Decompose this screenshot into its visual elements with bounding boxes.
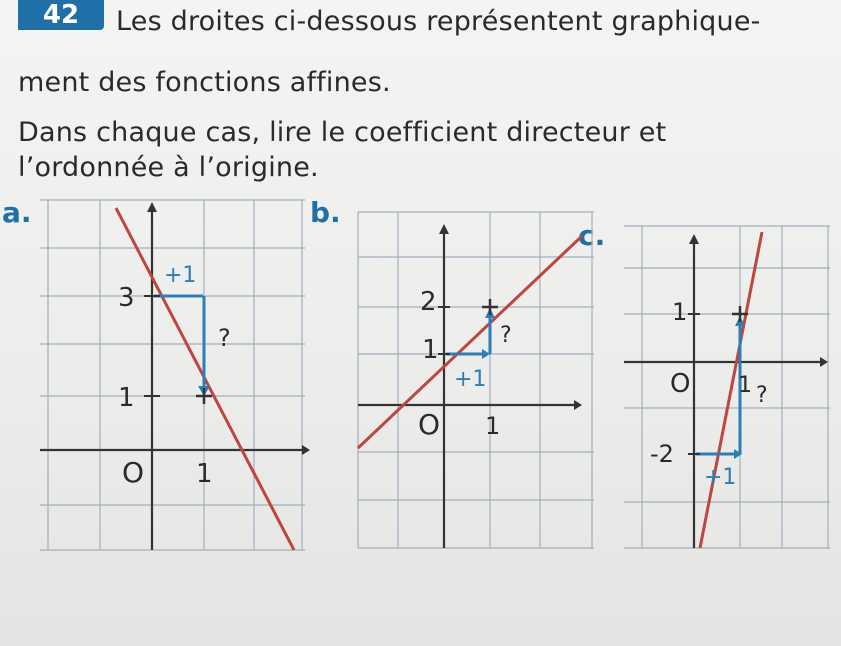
graph-b-origin-label: O [418, 408, 441, 441]
graph-c-y-tick-1: 1 [672, 298, 688, 326]
graph-a-rise-label: ? [218, 324, 231, 352]
graph-a-run-label: +1 [164, 263, 197, 288]
graph-a-origin-label: O [122, 456, 145, 489]
graph-c-y-tick-minus2: -2 [650, 440, 674, 468]
graph-a-y-tick-3: 3 [118, 283, 135, 313]
graph-b-run-label: +1 [454, 367, 487, 392]
graph-a-x-tick-1: 1 [196, 459, 213, 489]
graph-c-label: c. [578, 219, 606, 252]
graph-c [624, 226, 830, 548]
graph-c-x-tick-1: 1 [738, 373, 752, 398]
graph-b-x-tick-1: 1 [485, 412, 501, 440]
graph-c-line [700, 232, 762, 548]
graph-b-y-tick-1: 1 [422, 335, 439, 365]
graph-c-rise-label: ? [756, 383, 768, 408]
graph-a-y-arrow [147, 202, 157, 212]
graph-c-x-arrow [820, 357, 828, 367]
graph-b-label: b. [310, 196, 341, 229]
graph-b-y-tick-2: 2 [420, 287, 437, 317]
graph-a [40, 200, 310, 560]
graph-b-y-arrow [439, 224, 449, 234]
instruction-line-4: l’ordonnée à l’origine. [18, 152, 319, 183]
instruction-line-2: ment des fonctions affines. [18, 67, 391, 98]
exercise-number-badge: 42 [18, 0, 104, 30]
graph-c-origin-label: O [670, 369, 691, 399]
graph-a-y-tick-1: 1 [118, 383, 135, 413]
graph-c-y-arrow [689, 234, 699, 244]
instruction-line-3: Dans chaque cas, lire le coefficient directeur et [18, 117, 667, 148]
graph-b-line [358, 236, 582, 448]
graph-b [358, 212, 598, 552]
graph-b-rise-label: ? [500, 323, 512, 348]
graph-a-x-arrow [302, 445, 310, 455]
graph-c-grid [624, 226, 830, 548]
graph-c-run-label: +1 [704, 465, 737, 490]
graph-b-x-arrow [574, 400, 582, 410]
graph-a-label: a. [2, 196, 32, 229]
instruction-line-1: Les droites ci-dessous représentent graphique- [116, 6, 761, 37]
